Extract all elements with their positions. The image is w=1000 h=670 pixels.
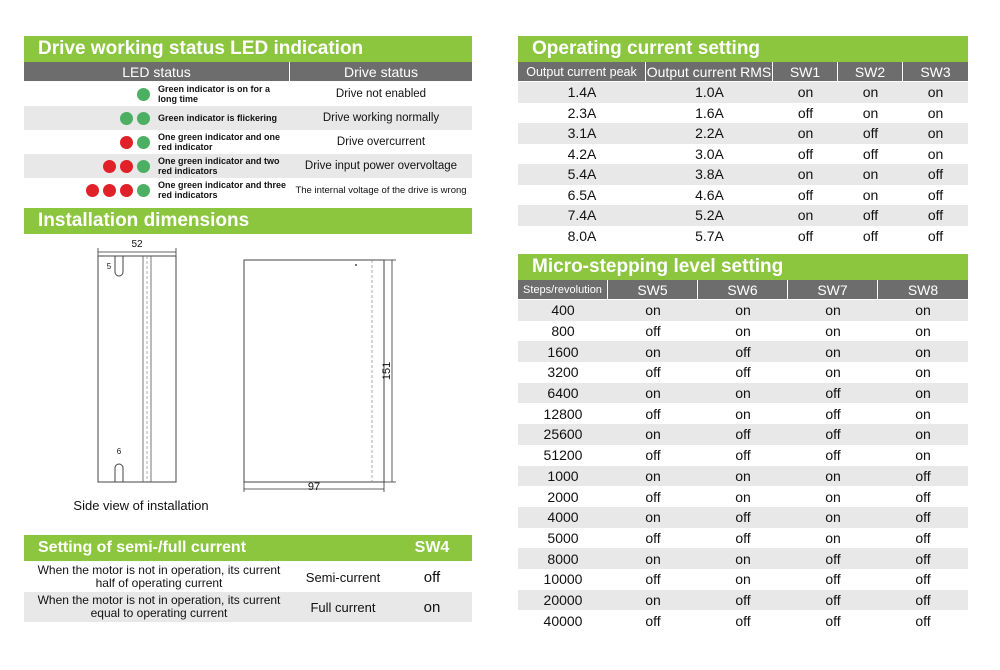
switch-value: off — [645, 405, 661, 422]
switch-value: off — [735, 612, 751, 629]
switch-value: on — [645, 509, 661, 526]
dim-height-label: 151 — [381, 361, 393, 381]
green-led-icon — [120, 112, 133, 125]
led-row — [24, 130, 472, 154]
switch-value: off — [645, 612, 661, 629]
switch-value: on — [797, 125, 814, 142]
table-row — [518, 403, 968, 424]
row-label: 800 — [551, 323, 575, 340]
row-label: 3.1A — [567, 125, 597, 142]
current-section-title: Operating current setting — [518, 36, 968, 62]
switch-value: on — [645, 385, 661, 402]
switch-value: off — [825, 591, 841, 608]
switch-value: off — [645, 488, 661, 505]
table-row — [518, 341, 968, 362]
table-row — [518, 164, 968, 185]
row-label: 4.2A — [567, 145, 597, 162]
switch-value: off — [825, 550, 841, 567]
led-row — [24, 82, 472, 106]
switch-value: 4.6A — [695, 186, 724, 203]
switch-value: on — [915, 343, 931, 360]
row-label: 6400 — [547, 385, 579, 402]
switch-value: on — [927, 104, 944, 121]
switch-value: off — [797, 227, 814, 244]
switch-value: 1.6A — [695, 104, 724, 121]
switch-value: on — [825, 302, 841, 319]
table-row — [518, 103, 968, 124]
semi-description: When the motor is not in operation, its current equal to operating current — [37, 593, 281, 620]
table-row — [518, 528, 968, 549]
red-led-icon — [120, 184, 133, 197]
switch-value: off — [862, 145, 879, 162]
led-description: Green indicator is on for a long time — [158, 84, 271, 104]
table-row — [518, 144, 968, 165]
row-label: 40000 — [543, 612, 583, 629]
switch-value: off — [797, 104, 814, 121]
front-view-drawing — [244, 260, 396, 492]
drive-status-text: Drive working normally — [322, 112, 440, 124]
switch-value: on — [735, 405, 751, 422]
switch-value: off — [645, 447, 661, 464]
dim-width-label: 52 — [131, 239, 143, 250]
switch-value: on — [862, 166, 879, 183]
switch-value: off — [825, 447, 841, 464]
red-led-icon — [86, 184, 99, 197]
switch-value: off — [825, 571, 841, 588]
switch-value: off — [825, 426, 841, 443]
switch-value: off — [645, 571, 661, 588]
switch-value: off — [735, 447, 751, 464]
row-label: 12800 — [543, 405, 583, 422]
row-label: 20000 — [543, 591, 583, 608]
led-dots — [24, 82, 154, 106]
switch-value: on — [797, 84, 814, 101]
sw4-value: on — [423, 598, 441, 616]
column-header: SW1 — [773, 62, 838, 81]
switch-value: on — [927, 84, 944, 101]
row-label: 1000 — [547, 467, 579, 484]
row-label: 25600 — [543, 426, 583, 443]
semi-row — [24, 562, 472, 592]
switch-value: off — [825, 405, 841, 422]
led-description: Green indicator is flickering — [158, 113, 278, 123]
switch-value: on — [927, 125, 944, 142]
switch-value: 5.2A — [695, 207, 724, 224]
switch-value: on — [915, 385, 931, 402]
micro-section-title: Micro-stepping level setting — [518, 254, 968, 280]
semi-row — [24, 592, 472, 622]
red-led-icon — [103, 184, 116, 197]
led-dots — [24, 178, 154, 202]
switch-value: off — [927, 166, 944, 183]
switch-value: on — [825, 488, 841, 505]
table-row — [518, 610, 968, 631]
led-dots — [24, 154, 154, 178]
led-row — [24, 154, 472, 178]
row-label: 7.4A — [567, 207, 597, 224]
switch-value: 5.7A — [695, 227, 724, 244]
switch-value: on — [825, 529, 841, 546]
switch-value: off — [825, 612, 841, 629]
installation-drawing — [24, 234, 472, 530]
switch-value: 3.0A — [695, 145, 724, 162]
dim-depth-label: 97 — [307, 481, 321, 493]
led-dots — [24, 106, 154, 130]
green-led-icon — [137, 184, 150, 197]
switch-value: off — [862, 227, 879, 244]
row-label: 8000 — [547, 550, 579, 567]
micro-table-header — [518, 280, 968, 299]
switch-value: on — [915, 302, 931, 319]
switch-value: off — [797, 145, 814, 162]
table-row — [518, 569, 968, 590]
sw4-header: SW4 — [414, 539, 450, 556]
switch-value: off — [927, 186, 944, 203]
row-label: 10000 — [543, 571, 583, 588]
switch-value: on — [645, 550, 661, 567]
switch-value: off — [927, 227, 944, 244]
install-section-title: Installation dimensions — [24, 208, 472, 234]
drive-status-text: Drive overcurrent — [336, 136, 426, 148]
switch-value: on — [735, 323, 751, 340]
red-led-icon — [120, 160, 133, 173]
switch-value: on — [735, 385, 751, 402]
switch-value: off — [735, 591, 751, 608]
switch-value: on — [735, 302, 751, 319]
semi-mode: Semi-current — [305, 569, 381, 585]
switch-value: on — [825, 323, 841, 340]
current-table-header — [518, 62, 968, 81]
switch-value: on — [862, 104, 879, 121]
switch-value: off — [645, 323, 661, 340]
led-section-title: Drive working status LED indication — [24, 36, 472, 62]
drive-status-header: Drive status — [344, 63, 418, 80]
switch-value: off — [915, 467, 931, 484]
table-row — [518, 300, 968, 321]
switch-value: on — [645, 343, 661, 360]
column-header: SW3 — [920, 63, 951, 80]
green-led-icon — [137, 160, 150, 173]
switch-value: on — [645, 591, 661, 608]
table-row — [518, 486, 968, 507]
switch-value: on — [735, 488, 751, 505]
green-led-icon — [137, 88, 150, 101]
table-row — [518, 205, 968, 226]
switch-value: off — [927, 207, 944, 224]
drive-status-text: The internal voltage of the drive is wrong — [295, 184, 467, 196]
row-label: 1.4A — [567, 84, 597, 101]
switch-value: on — [825, 509, 841, 526]
switch-value: on — [645, 426, 661, 443]
red-led-icon — [120, 136, 133, 149]
switch-value: on — [797, 166, 814, 183]
switch-value: off — [645, 529, 661, 546]
table-row — [518, 424, 968, 445]
switch-value: on — [927, 145, 944, 162]
column-header: Output current peak — [518, 62, 646, 81]
sw4-value: off — [423, 568, 441, 586]
side-view-drawing — [98, 248, 176, 482]
switch-value: on — [915, 364, 931, 381]
led-row — [24, 178, 472, 202]
table-row — [518, 185, 968, 206]
switch-value: off — [735, 426, 751, 443]
switch-value: off — [735, 343, 751, 360]
semi-section-title: Setting of semi-/full current — [38, 539, 247, 556]
semi-description: When the motor is not in operation, its current half of operating current — [37, 563, 281, 590]
table-row — [518, 548, 968, 569]
column-header: SW5 — [608, 280, 698, 299]
switch-value: off — [915, 571, 931, 588]
switch-value: 3.8A — [695, 166, 724, 183]
switch-value: off — [645, 364, 661, 381]
switch-value: off — [862, 125, 879, 142]
row-label: 2000 — [547, 488, 579, 505]
row-label: 8.0A — [567, 227, 597, 244]
switch-value: off — [797, 186, 814, 203]
switch-value: off — [735, 529, 751, 546]
switch-value: 1.0A — [695, 84, 724, 101]
switch-value: on — [825, 467, 841, 484]
table-row — [518, 82, 968, 103]
switch-value: off — [915, 509, 931, 526]
table-row — [518, 507, 968, 528]
row-label: 400 — [551, 302, 575, 319]
table-row — [518, 383, 968, 404]
column-header: SW8 — [907, 281, 939, 298]
switch-value: on — [825, 364, 841, 381]
switch-value: 2.2A — [695, 125, 724, 142]
row-label: 1600 — [547, 343, 579, 360]
switch-value: on — [825, 343, 841, 360]
led-table-body — [24, 82, 472, 202]
switch-value: off — [735, 509, 751, 526]
switch-value: off — [735, 364, 751, 381]
switch-value: on — [862, 84, 879, 101]
row-label: 5000 — [547, 529, 579, 546]
switch-value: on — [915, 405, 931, 422]
switch-value: on — [797, 207, 814, 224]
led-status-header: LED status — [24, 62, 290, 81]
table-row — [518, 590, 968, 611]
row-label: 4000 — [547, 509, 579, 526]
table-row — [518, 466, 968, 487]
switch-value: on — [915, 323, 931, 340]
semi-section-header — [24, 535, 472, 561]
column-header: Steps/revolution — [518, 280, 608, 299]
row-label: 3200 — [547, 364, 579, 381]
column-header: Output current RMS — [646, 63, 772, 80]
switch-value: off — [915, 591, 931, 608]
led-dots — [24, 130, 154, 154]
switch-value: on — [915, 426, 931, 443]
switch-value: off — [915, 488, 931, 505]
column-header: SW2 — [838, 62, 903, 81]
green-led-icon — [137, 112, 150, 125]
table-row — [518, 445, 968, 466]
semi-table-body — [24, 562, 472, 622]
table-row — [518, 321, 968, 342]
row-label: 51200 — [543, 447, 583, 464]
switch-value: off — [915, 529, 931, 546]
side-view-caption: Side view of installation — [73, 498, 209, 513]
red-led-icon — [103, 160, 116, 173]
drive-status-text: Drive not enabled — [335, 88, 427, 100]
switch-value: off — [915, 612, 931, 629]
micro-table-body — [518, 300, 968, 631]
row-label: 5.4A — [567, 166, 597, 183]
semi-mode: Full current — [310, 599, 376, 615]
switch-value: on — [735, 467, 751, 484]
current-table-body — [518, 82, 968, 246]
switch-value: on — [735, 571, 751, 588]
led-description: One green indicator and three red indicators — [158, 180, 287, 200]
dim-hole-top-label: 5 — [106, 262, 112, 271]
switch-value: on — [645, 467, 661, 484]
led-description: One green indicator and two red indicators — [158, 156, 280, 176]
switch-value: off — [915, 550, 931, 567]
switch-value: on — [735, 550, 751, 567]
table-row — [518, 226, 968, 247]
led-table-header — [24, 62, 472, 81]
column-header: SW7 — [788, 280, 878, 299]
column-header: SW6 — [698, 280, 788, 299]
table-row — [518, 123, 968, 144]
switch-value: off — [825, 385, 841, 402]
table-row — [518, 362, 968, 383]
row-label: 2.3A — [567, 104, 597, 121]
green-led-icon — [137, 136, 150, 149]
switch-value: off — [862, 207, 879, 224]
row-label: 6.5A — [567, 186, 597, 203]
led-description: One green indicator and one red indicator — [158, 132, 281, 152]
switch-value: on — [645, 302, 661, 319]
switch-value: on — [915, 447, 931, 464]
switch-value: on — [862, 186, 879, 203]
led-row — [24, 106, 472, 130]
drive-status-text: Drive input power overvoltage — [304, 160, 458, 172]
dim-hole-bottom-label: 6 — [116, 447, 122, 456]
